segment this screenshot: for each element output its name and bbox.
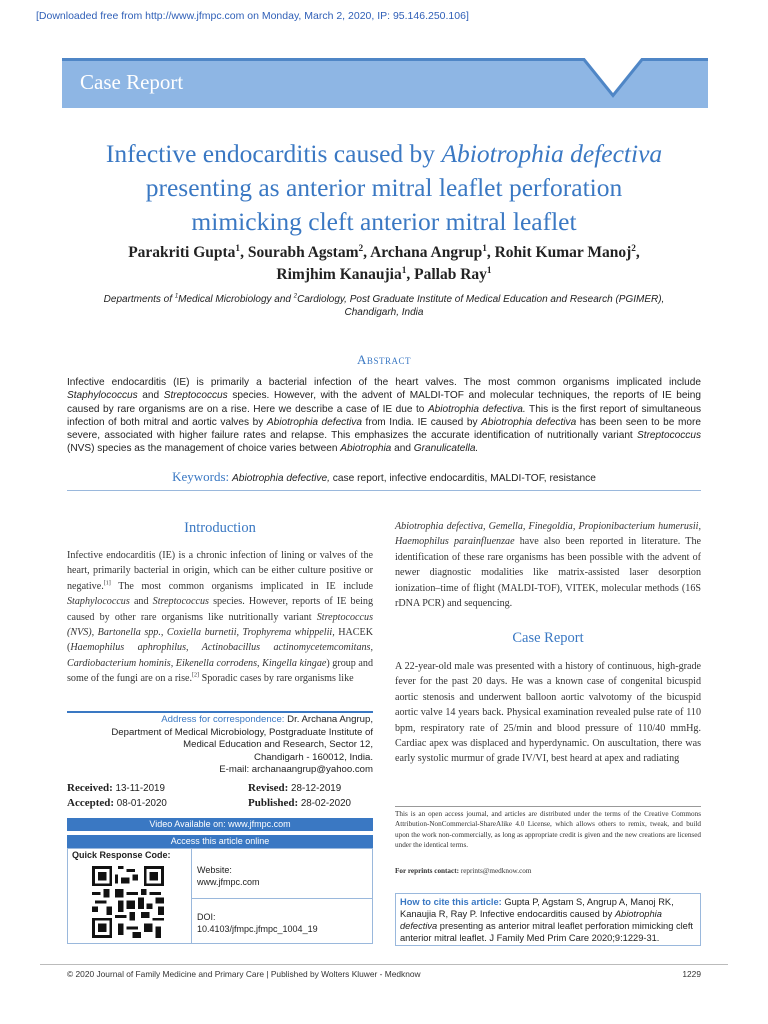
- reprints-contact: For reprints contact: reprints@medknow.com: [395, 867, 532, 875]
- doi-block: [197, 911, 318, 935]
- article-title: Infective endocarditis caused by Abiotrophia defectiva presenting as anterior mitral leaflet perforation mimicking cleft anterior mitral leaflet: [105, 139, 663, 236]
- qr-label: Quick Response Code:: [72, 850, 171, 860]
- website-block: [197, 864, 260, 888]
- reprints-email[interactable]: reprints@medknow.com: [459, 867, 532, 875]
- keywords-label: Keywords:: [172, 469, 230, 484]
- introduction-text: Infective endocarditis (IE) is a chronic infection of lining or valves of the heart, primarily bacterial in origin, which can be either culture positive or negative.[1] The most common organisms implicated in IE include Staphylococcus and Streptococcus species. However, reports of IE being caused by other rare organisms like nutritionally variant Streptococcus (NVS), Bartonella spp., Coxiella burnetii, Trophyrema whippelii, HACEK (Haemophilus aphrophilus, Actinobacillus actinomycetemcomitans, Cardiobacterium hominis, Eikenella corrodens, Kingella kingae) group and some of the fungi are on a rise.[2] Sporadic cases by rare organisms like: [67, 550, 373, 685]
- received-date: Received: 13-11-2019: [67, 782, 165, 794]
- accepted-date: Accepted: 08-01-2020: [67, 797, 167, 809]
- keywords: Keywords: Abiotrophia defective, case report, infective endocarditis, MALDI-TOF, resistance: [172, 469, 596, 484]
- divider: [192, 898, 372, 899]
- website-label: Website:: [197, 865, 232, 875]
- doi-link[interactable]: 10.4103/jfmpc.jfmpc_1004_19: [197, 924, 318, 934]
- license-text: This is an open access journal, and articles are distributed under the terms of the Creative Commons Attribution-NonCommercial-ShareAlike 4.0 License, which allows others to remix, tweak, and build upon the work non-commercially, as long as appropriate credit is given and the new creations are licensed under the identical terms.: [395, 810, 701, 850]
- video-available-bar[interactable]: Video Available on: www.jfmpc.com: [67, 818, 373, 831]
- website-link[interactable]: www.jfmpc.com: [197, 877, 260, 887]
- introduction-heading: Introduction: [184, 520, 256, 536]
- section-label: Case Report: [80, 70, 184, 94]
- access-online-bar: Access this article online: [67, 835, 373, 848]
- qr-code-icon[interactable]: [92, 866, 164, 938]
- divider: [395, 806, 701, 807]
- abstract-heading: Abstract: [357, 352, 411, 367]
- divider: [191, 849, 192, 943]
- citation-text: How to cite this article: Gupta P, Agstam S, Angrup A, Manoj RK, Kanaujia R, Ray P. Infective endocarditis caused by Abiotrophia defectiva presenting as anterior mitral leaflet perforation mimicking cleft anterior mitral leaflet. J Family Med Prim Care 2020;9:1229-31.: [400, 897, 693, 943]
- page-number: 1229: [682, 969, 701, 979]
- divider: [67, 711, 373, 713]
- divider: [40, 964, 728, 965]
- case-report-text: A 22-year-old male was presented with a history of continuous, high-grade fever for the past 20 days. He was a known case of congenital bicuspid aortic stenosis and underwent balloon aortic valvotomy of the bicuspid aortic valve 14 years back. Physical examination revealed pulse rate of 110 bpm, respiratory rate of 25/min and blood pressure of 110/40 mmHg. Cardiac apex was displaced and hyperdynamic. On auscultation, there was early systolic murmur of grade IV/VI, best heard at apex and radiating: [395, 661, 701, 765]
- published-date: Published: 28-02-2020: [248, 797, 351, 809]
- correspondence-address: Address for correspondence: Dr. Archana Angrup, Department of Medical Microbiology, Postgraduate Institute of Medical Education and Research, Sector 12, Chandigarh - 160012, India. E-mail: archanaangrup@yahoo.com: [111, 714, 373, 776]
- affiliation: Departments of $^1$Medical Microbiology and $^2$Cardiology, Post Graduate Institute of Medical Education and Research (PGIMER), Chandigarh, India: [103, 293, 665, 318]
- correspondence-email[interactable]: E-mail: archanaangrup@yahoo.com: [219, 764, 373, 776]
- revised-date: Revised: 28-12-2019: [248, 782, 342, 794]
- case-report-heading: Case Report: [512, 630, 584, 646]
- author-list: Parakriti Gupta$^1$, Sourabh Agstam$^2$, Archana Angrup$^1$, Rohit Kumar Manoj$^2$, Rimjhim Kanaujia$^1$, Pallab Ray$^1$: [128, 243, 640, 283]
- download-notice: [Downloaded free from http://www.jfmpc.com on Monday, March 2, 2020, IP: 95.146.250.106]: [36, 10, 469, 22]
- divider: [67, 490, 701, 491]
- introduction-continued: Abiotrophia defectiva, Gemella, Finegoldia, Propionibacterium humerusii, Haemophilus parainfluenzae have also been reported in literature. The identification of these rare organisms has been possible with the advent of newer diagnostic modalities like matrix-assisted laser desorption ionization–time of flight (MALDI-TOF), VITEK, molecular methods (16S rDNA PCR) and sequencing.: [395, 521, 701, 610]
- doi-label: DOI:: [197, 912, 216, 922]
- footer-text: © 2020 Journal of Family Medicine and Primary Care | Published by Wolters Kluwer - Medknow: [67, 969, 421, 979]
- abstract-text: Infective endocarditis (IE) is primarily a bacterial infection of the heart valves. The most common organisms implicated include Staphylococcus and Streptococcus species. However, with the advent of MALDI-TOF and molecular techniques, the reports of IE being caused by rare organisms are on a rise. Here we describe a case of IE due to Abiotrophia defectiva. This is the first report of simultaneous infection of both mitral and aortic valves by Abiotrophia defectiva from India. IE caused by Abiotrophia defectiva has been seen to be more severe, associated with higher failure rates and relapse. This emphasizes the accurate identification of nutritionally variant Streptococcus (NVS) species as the management of choice varies between Abiotrophia and Granulicatella.: [67, 377, 701, 455]
